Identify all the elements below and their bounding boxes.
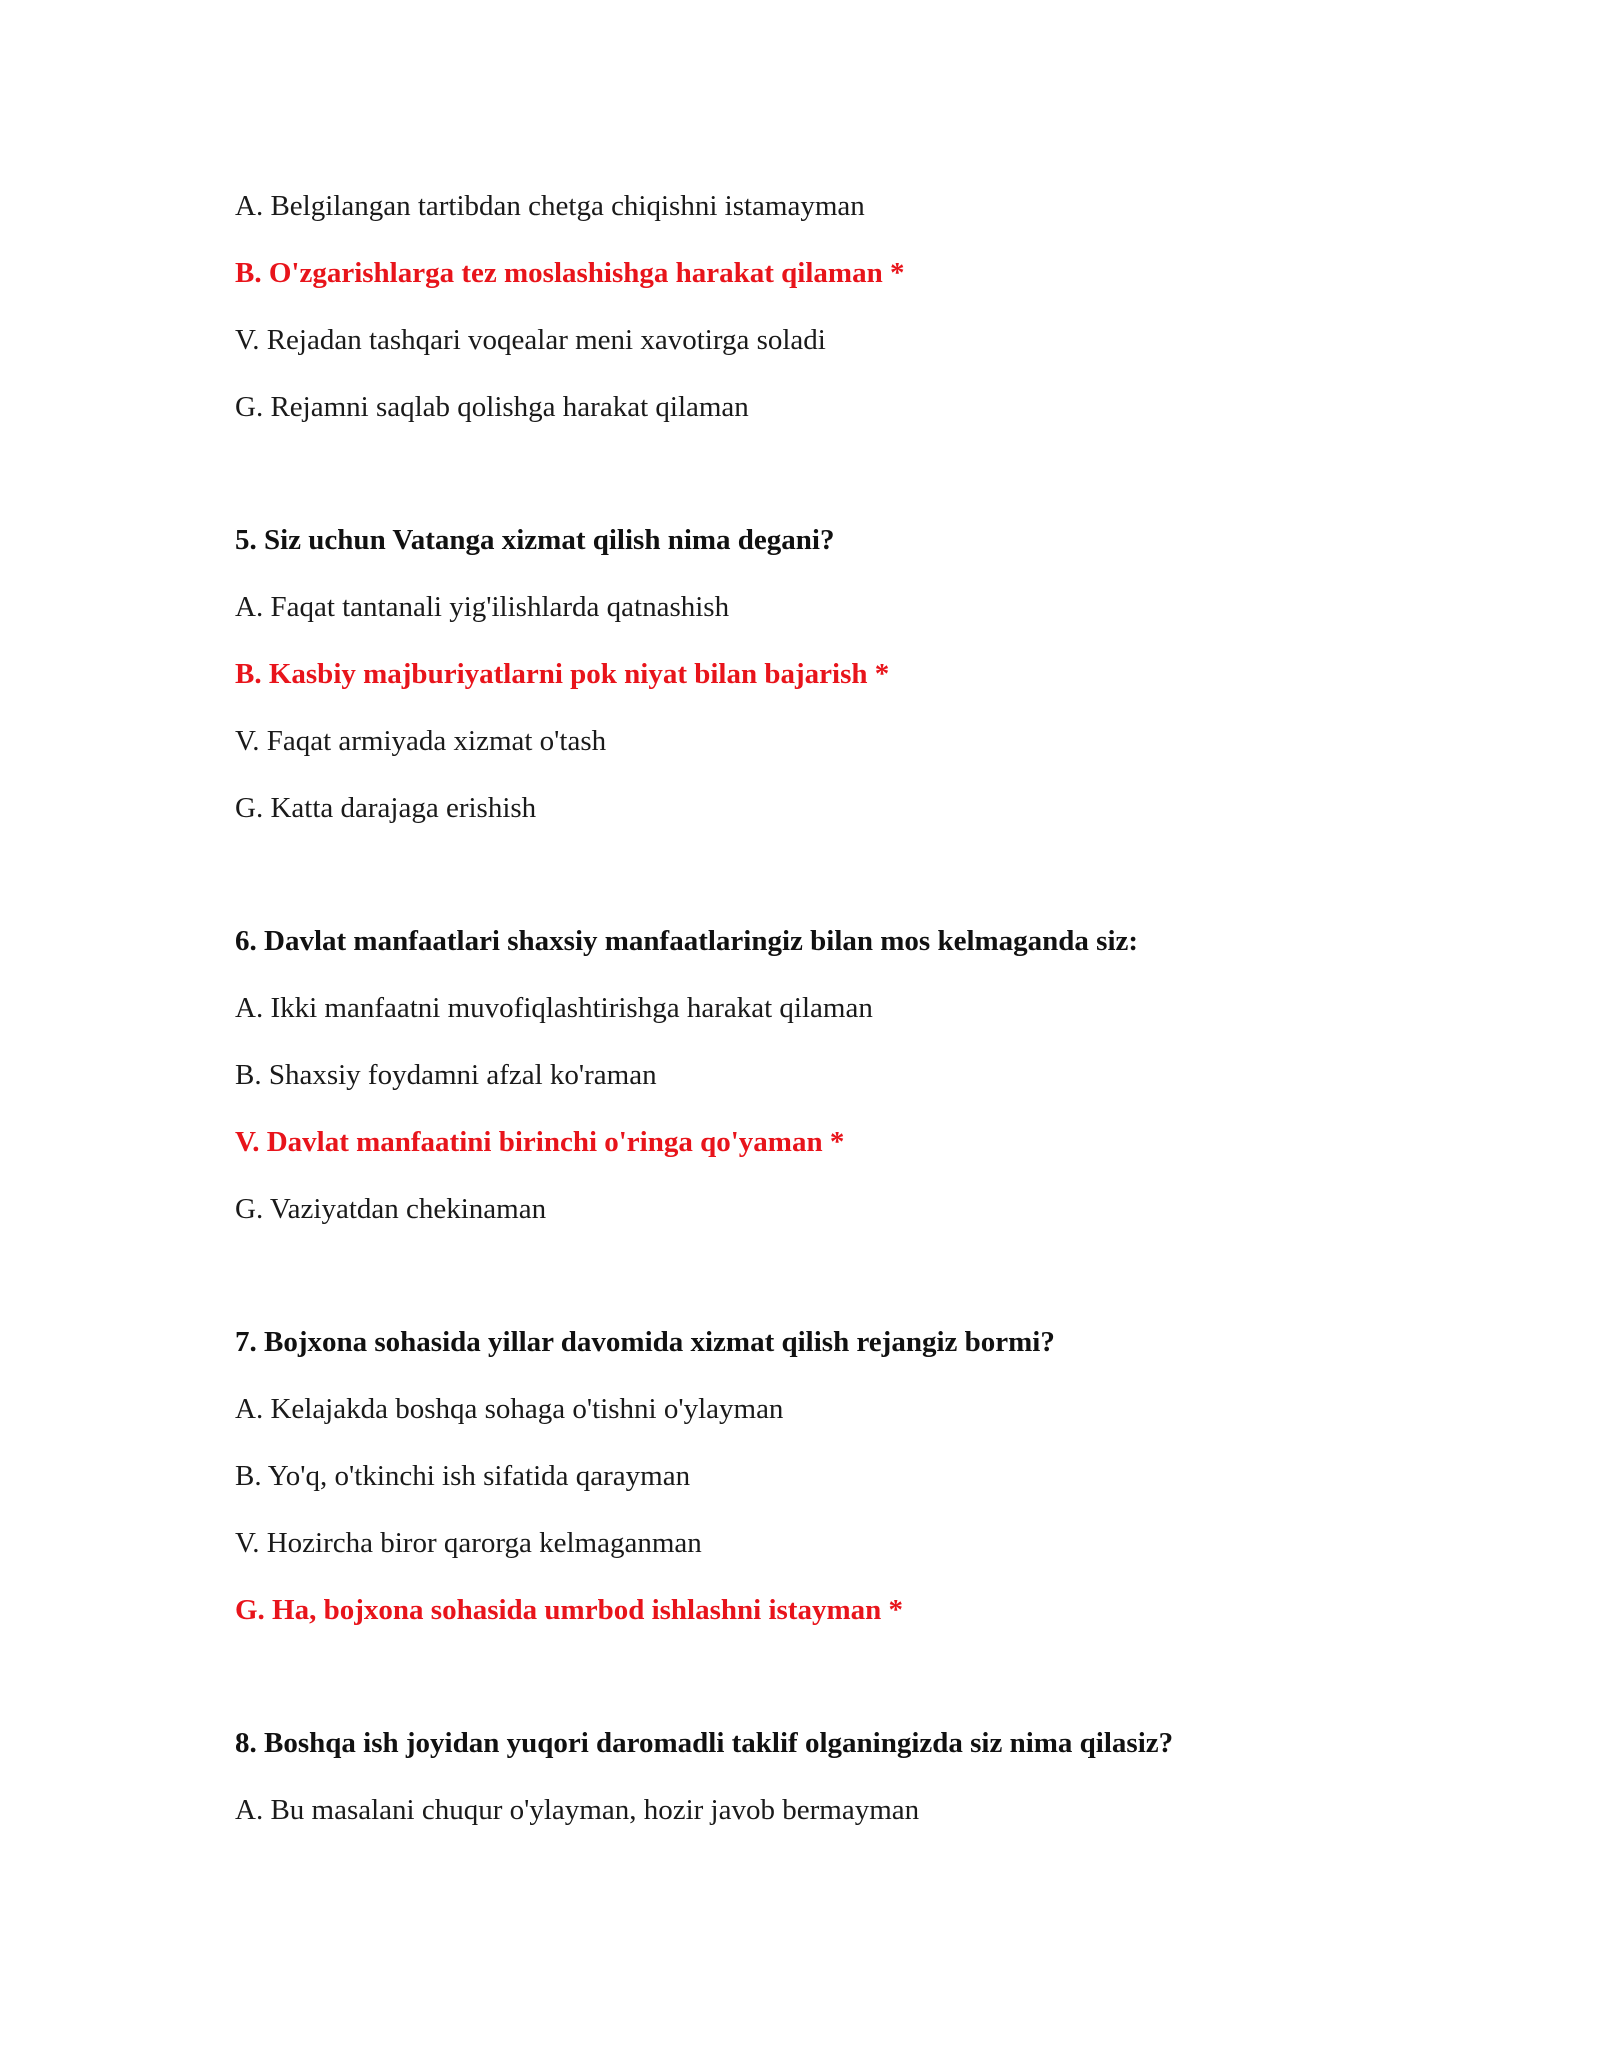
- option-a: A. Ikki manfaatni muvofiqlashtirishga harakat qilaman: [235, 992, 873, 1024]
- question-7: 7. Bojxona sohasida yillar davomida xizmat qilish rejangiz bormi?: [235, 1326, 1055, 1358]
- question-8: 8. Boshqa ish joyidan yuqori daromadli taklif olganingizda siz nima qilasiz?: [235, 1727, 1174, 1759]
- option-a: A. Kelajakda boshqa sohaga o'tishni o'ylayman: [235, 1393, 784, 1425]
- option-b-correct: B. O'zgarishlarga tez moslashishga harakat qilaman *: [235, 257, 905, 289]
- option-v: V. Rejadan tashqari voqealar meni xavotirga soladi: [235, 324, 826, 356]
- option-g: G. Katta darajaga erishish: [235, 792, 537, 824]
- option-b: B. Shaxsiy foydamni afzal ko'raman: [235, 1059, 657, 1091]
- option-g: G. Rejamni saqlab qolishga harakat qilaman: [235, 391, 749, 423]
- option-a: A. Bu masalani chuqur o'ylayman, hozir javob bermayman: [235, 1794, 920, 1826]
- option-v: V. Faqat armiyada xizmat o'tash: [235, 725, 607, 757]
- option-g-correct: G. Ha, bojxona sohasida umrbod ishlashni istayman *: [235, 1594, 903, 1626]
- option-v: V. Hozircha biror qarorga kelmaganman: [235, 1527, 702, 1559]
- question-6: 6. Davlat manfaatlari shaxsiy manfaatlaringiz bilan mos kelmaganda siz:: [235, 925, 1139, 957]
- question-5: 5. Siz uchun Vatanga xizmat qilish nima degani?: [235, 524, 835, 556]
- option-b-correct: B. Kasbiy majburiyatlarni pok niyat bilan bajarish *: [235, 658, 890, 690]
- option-g: G. Vaziyatdan chekinaman: [235, 1193, 547, 1225]
- option-v-correct: V. Davlat manfaatini birinchi o'ringa qo'yaman *: [235, 1126, 845, 1158]
- option-a: A. Belgilangan tartibdan chetga chiqishni istamayman: [235, 190, 865, 222]
- option-a: A. Faqat tantanali yig'ilishlarda qatnashish: [235, 591, 730, 623]
- option-b: B. Yo'q, o'tkinchi ish sifatida qarayman: [235, 1460, 691, 1492]
